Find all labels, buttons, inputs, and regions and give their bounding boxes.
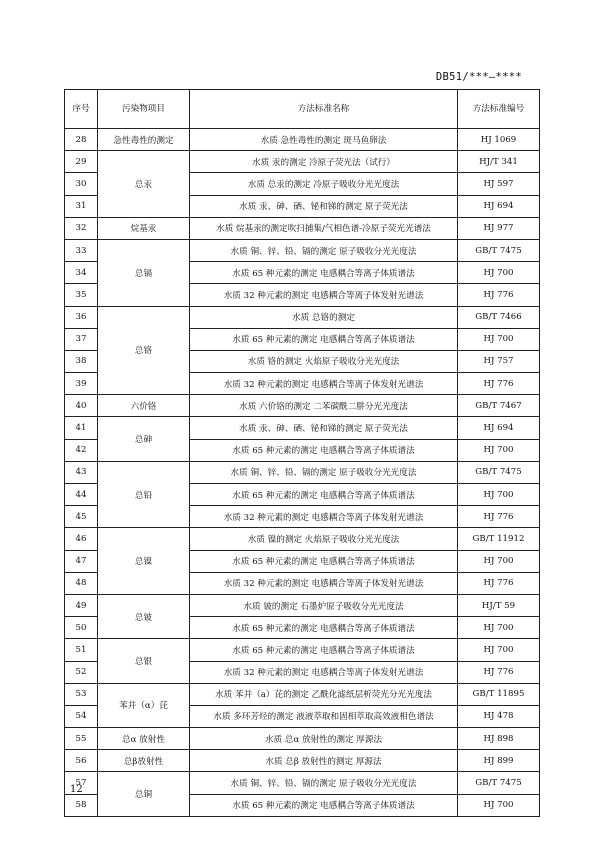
row-pollutant-item: 烷基汞 (98, 217, 190, 239)
header-code: 方法标准编号 (458, 90, 540, 129)
row-seq: 32 (65, 217, 98, 239)
row-pollutant-item: 总铜 (98, 772, 190, 816)
row-method-code: HJ 1069 (458, 129, 540, 151)
row-method-code: HJ 700 (458, 550, 540, 572)
row-method-code: HJ 898 (458, 728, 540, 750)
row-seq: 49 (65, 594, 98, 616)
row-method-name: 水质 苯并（a）芘的测定 乙酰化滤纸层析荧光分光光度法 (190, 683, 458, 705)
row-seq: 58 (65, 794, 98, 816)
row-method-name: 水质 铬的测定 火焰原子吸收分光光度法 (190, 350, 458, 372)
table-row (65, 129, 540, 151)
row-method-name: 水质 65 种元素的测定 电感耦合等离子体质谱法 (190, 794, 458, 816)
row-seq: 51 (65, 639, 98, 661)
row-seq: 52 (65, 661, 98, 683)
row-method-code: HJ 478 (458, 705, 540, 727)
row-method-name: 水质 铜、锌、铅、镉的测定 原子吸收分光光度法 (190, 239, 458, 261)
row-method-code: GB/T 7475 (458, 772, 540, 794)
row-method-name: 水质 总β 放射性的测定 厚源法 (190, 750, 458, 772)
row-method-code: HJ 899 (458, 750, 540, 772)
row-method-code: HJ 776 (458, 572, 540, 594)
row-method-code: HJ 757 (458, 350, 540, 372)
table-row (65, 217, 540, 239)
row-method-name: 水质 铜、锌、铅、镉的测定 原子吸收分光光度法 (190, 461, 458, 483)
row-seq: 40 (65, 395, 98, 417)
row-seq: 50 (65, 617, 98, 639)
row-pollutant-item: 总汞 (98, 151, 190, 218)
row-pollutant-item: 总砷 (98, 417, 190, 461)
row-method-code: HJ 700 (458, 794, 540, 816)
table-row (65, 728, 540, 750)
row-seq: 47 (65, 550, 98, 572)
table-row (65, 639, 540, 661)
row-method-name: 水质 急性毒性的测定 斑马鱼卵法 (190, 129, 458, 151)
row-method-name: 水质 32 种元素的测定 电感耦合等离子体发射光谱法 (190, 506, 458, 528)
table-row (65, 750, 540, 772)
row-pollutant-item: 总铬 (98, 306, 190, 395)
row-method-code: HJ 776 (458, 373, 540, 395)
row-seq: 43 (65, 461, 98, 483)
row-seq: 35 (65, 284, 98, 306)
row-method-name: 水质 铜、锌、铅、镉的测定 原子吸收分光光度法 (190, 772, 458, 794)
row-method-code: HJ 700 (458, 484, 540, 506)
row-method-name: 水质 65 种元素的测定 电感耦合等离子体质谱法 (190, 328, 458, 350)
row-method-name: 水质 65 种元素的测定 电感耦合等离子体质谱法 (190, 550, 458, 572)
row-method-code: HJ 776 (458, 661, 540, 683)
table-header-row (65, 90, 540, 129)
row-seq: 42 (65, 439, 98, 461)
table-row (65, 528, 540, 550)
row-pollutant-item: 总铍 (98, 594, 190, 638)
row-seq: 39 (65, 373, 98, 395)
table-row (65, 306, 540, 328)
row-pollutant-item: 总镍 (98, 528, 190, 595)
table-row (65, 594, 540, 616)
row-seq: 29 (65, 151, 98, 173)
row-pollutant-item: 六价铬 (98, 395, 190, 417)
row-method-code: GB/T 11912 (458, 528, 540, 550)
row-seq: 48 (65, 572, 98, 594)
standards-table (64, 89, 540, 817)
document-code: DB51/***—**** (435, 71, 522, 83)
row-method-code: GB/T 11895 (458, 683, 540, 705)
row-seq: 44 (65, 484, 98, 506)
row-method-name: 水质 总α 放射性的测定 厚源法 (190, 728, 458, 750)
row-method-name: 水质 65 种元素的测定 电感耦合等离子体质谱法 (190, 639, 458, 661)
row-method-code: HJ 700 (458, 439, 540, 461)
row-method-name: 水质 32 种元素的测定 电感耦合等离子体发射光谱法 (190, 284, 458, 306)
row-method-name: 水质 烷基汞的测定吹扫捕集/气相色谱-冷原子荧光光谱法 (190, 217, 458, 239)
row-seq: 54 (65, 705, 98, 727)
row-pollutant-item: 总银 (98, 639, 190, 683)
row-method-name: 水质 六价铬的测定 二苯碳酰二肼分光光度法 (190, 395, 458, 417)
row-method-code: GB/T 7466 (458, 306, 540, 328)
row-method-name: 水质 多环芳烃的测定 液液萃取和固相萃取高效液相色谱法 (190, 705, 458, 727)
row-pollutant-item: 苯并（α）芘 (98, 683, 190, 727)
row-method-name: 水质 32 种元素的测定 电感耦合等离子体发射光谱法 (190, 572, 458, 594)
row-method-code: HJ 700 (458, 639, 540, 661)
row-seq: 30 (65, 173, 98, 195)
row-method-name: 水质 32 种元素的测定 电感耦合等离子体发射光谱法 (190, 661, 458, 683)
row-method-code: GB/T 7475 (458, 239, 540, 261)
row-seq: 37 (65, 328, 98, 350)
row-pollutant-item: 总β放射性 (98, 750, 190, 772)
row-pollutant-item: 总镉 (98, 239, 190, 306)
table-row (65, 772, 540, 794)
page-number: 12 (70, 784, 83, 795)
row-method-name: 水质 铍的测定 石墨炉原子吸收分光光度法 (190, 594, 458, 616)
row-seq: 34 (65, 262, 98, 284)
table-row (65, 461, 540, 483)
row-method-name: 水质 汞、砷、硒、铋和锑的测定 原子荧光法 (190, 417, 458, 439)
row-method-name: 水质 总汞的测定 冷原子吸收分光光度法 (190, 173, 458, 195)
row-seq: 33 (65, 239, 98, 261)
row-method-code: GB/T 7475 (458, 461, 540, 483)
row-method-code: HJ 597 (458, 173, 540, 195)
row-method-code: HJ 700 (458, 262, 540, 284)
row-method-name: 水质 65 种元素的测定 电感耦合等离子体质谱法 (190, 484, 458, 506)
row-method-code: HJ 694 (458, 417, 540, 439)
row-seq: 38 (65, 350, 98, 372)
row-pollutant-item: 急性毒性的测定 (98, 129, 190, 151)
row-method-code: HJ 700 (458, 328, 540, 350)
row-method-name: 水质 65 种元素的测定 电感耦合等离子体质谱法 (190, 439, 458, 461)
row-method-code: HJ 776 (458, 284, 540, 306)
row-pollutant-item: 总α 放射性 (98, 728, 190, 750)
row-method-code: GB/T 7467 (458, 395, 540, 417)
row-method-name: 水质 汞的测定 冷原子荧光法（试行） (190, 151, 458, 173)
row-pollutant-item: 总铅 (98, 461, 190, 528)
header-method: 方法标准名称 (190, 90, 458, 129)
header-seq: 序号 (65, 90, 98, 129)
row-seq: 28 (65, 129, 98, 151)
row-method-code: HJ 977 (458, 217, 540, 239)
row-seq: 46 (65, 528, 98, 550)
row-method-name: 水质 汞、砷、硒、铋和锑的测定 原子荧光法 (190, 195, 458, 217)
row-method-name: 水质 镍的测定 火焰原子吸收分光光度法 (190, 528, 458, 550)
row-seq: 55 (65, 728, 98, 750)
row-seq: 41 (65, 417, 98, 439)
row-seq: 36 (65, 306, 98, 328)
row-method-name: 水质 65 种元素的测定 电感耦合等离子体质谱法 (190, 617, 458, 639)
table-row (65, 151, 540, 173)
header-item: 污染物项目 (98, 90, 190, 129)
row-seq: 56 (65, 750, 98, 772)
table-row (65, 417, 540, 439)
table-body (65, 129, 540, 817)
table-row (65, 683, 540, 705)
row-method-code: HJ 694 (458, 195, 540, 217)
table-row (65, 239, 540, 261)
row-method-name: 水质 32 种元素的测定 电感耦合等离子体发射光谱法 (190, 373, 458, 395)
row-method-name: 水质 总铬的测定 (190, 306, 458, 328)
row-method-code: HJ 776 (458, 506, 540, 528)
row-method-code: HJ 700 (458, 617, 540, 639)
row-method-code: HJ/T 59 (458, 594, 540, 616)
row-method-code: HJ/T 341 (458, 151, 540, 173)
row-method-name: 水质 65 种元素的测定 电感耦合等离子体质谱法 (190, 262, 458, 284)
row-seq: 53 (65, 683, 98, 705)
row-seq: 31 (65, 195, 98, 217)
table-row (65, 395, 540, 417)
row-seq: 57 (65, 772, 98, 794)
row-seq: 45 (65, 506, 98, 528)
